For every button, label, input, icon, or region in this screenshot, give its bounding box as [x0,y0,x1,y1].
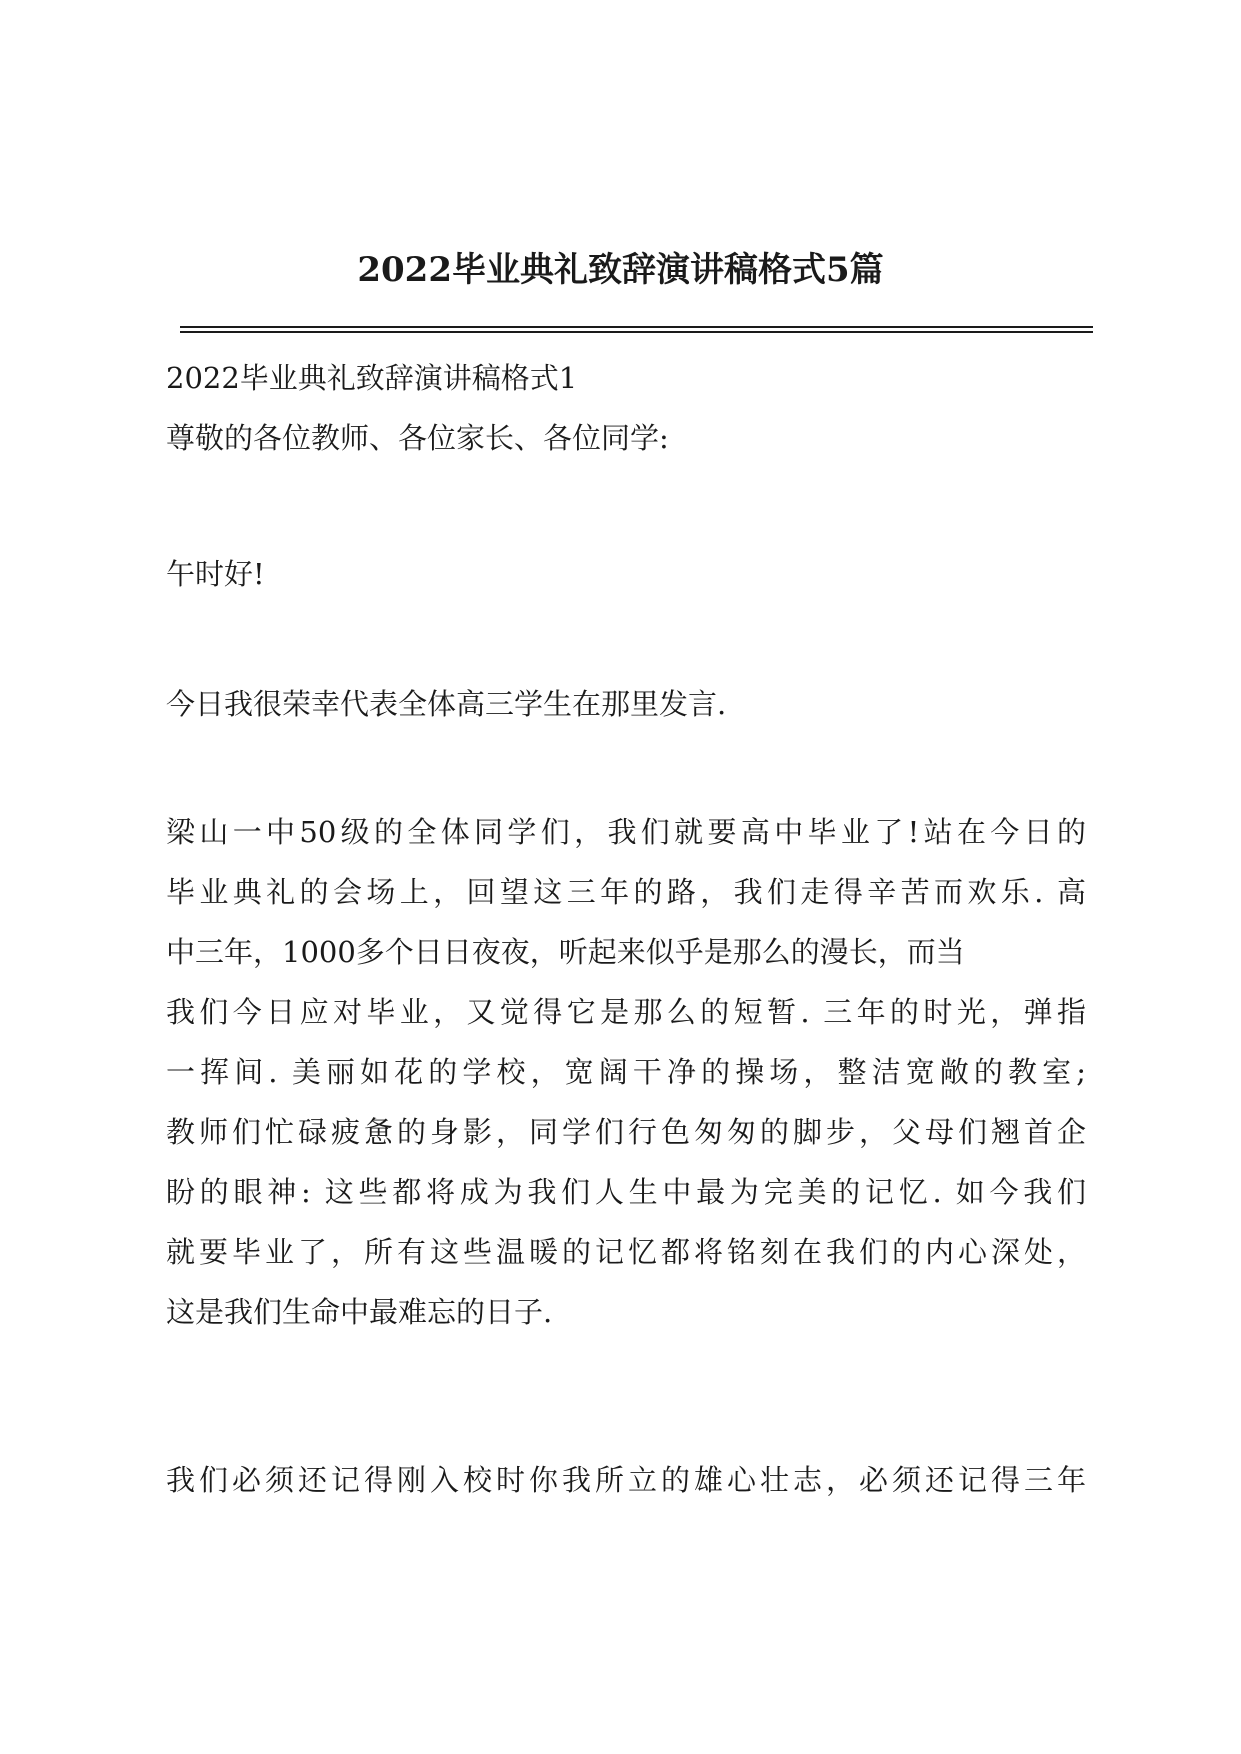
paragraph-line: 梁山一中50级的全体同学们，我们就要高中毕业了!站在今日的 [166,815,1086,849]
salutation: 尊敬的各位教师、各位家长、各位同学: [166,421,669,455]
paragraph-line: 教师们忙碌疲惫的身影，同学们行色匆匆的脚步，父母们翘首企 [166,1115,1086,1149]
title-divider-bottom [180,331,1093,333]
intro-paragraph: 今日我很荣幸代表全体高三学生在那里发言. [166,687,727,721]
paragraph-line: 就要毕业了，所有这些温暖的记忆都将铭刻在我们的内心深处， [166,1235,1086,1269]
paragraph-line: 我们必须还记得刚入校时你我所立的雄心壮志，必须还记得三年 [166,1463,1086,1497]
title-divider-top [180,326,1093,328]
paragraph-line: 中三年，1000多个日日夜夜，听起来似乎是那么的漫长，而当 [166,935,965,969]
section-heading: 2022毕业典礼致辞演讲稿格式1 [166,361,578,395]
paragraph-line: 我们今日应对毕业，又觉得它是那么的短暂. 三年的时光，弹指 [166,995,1086,1029]
paragraph-line: 毕业典礼的会场上，回望这三年的路，我们走得辛苦而欢乐. 高 [166,875,1086,909]
paragraph-line: 一挥间. 美丽如花的学校，宽阔干净的操场，整洁宽敞的教室; [166,1055,1086,1089]
paragraph-line: 盼的眼神: 这些都将成为我们人生中最为完美的记忆. 如今我们 [166,1175,1086,1209]
paragraph-line: 这是我们生命中最难忘的日子. [166,1295,553,1329]
greeting: 午时好! [166,557,265,591]
document-title: 2022毕业典礼致辞演讲稿格式5篇 [357,250,884,290]
